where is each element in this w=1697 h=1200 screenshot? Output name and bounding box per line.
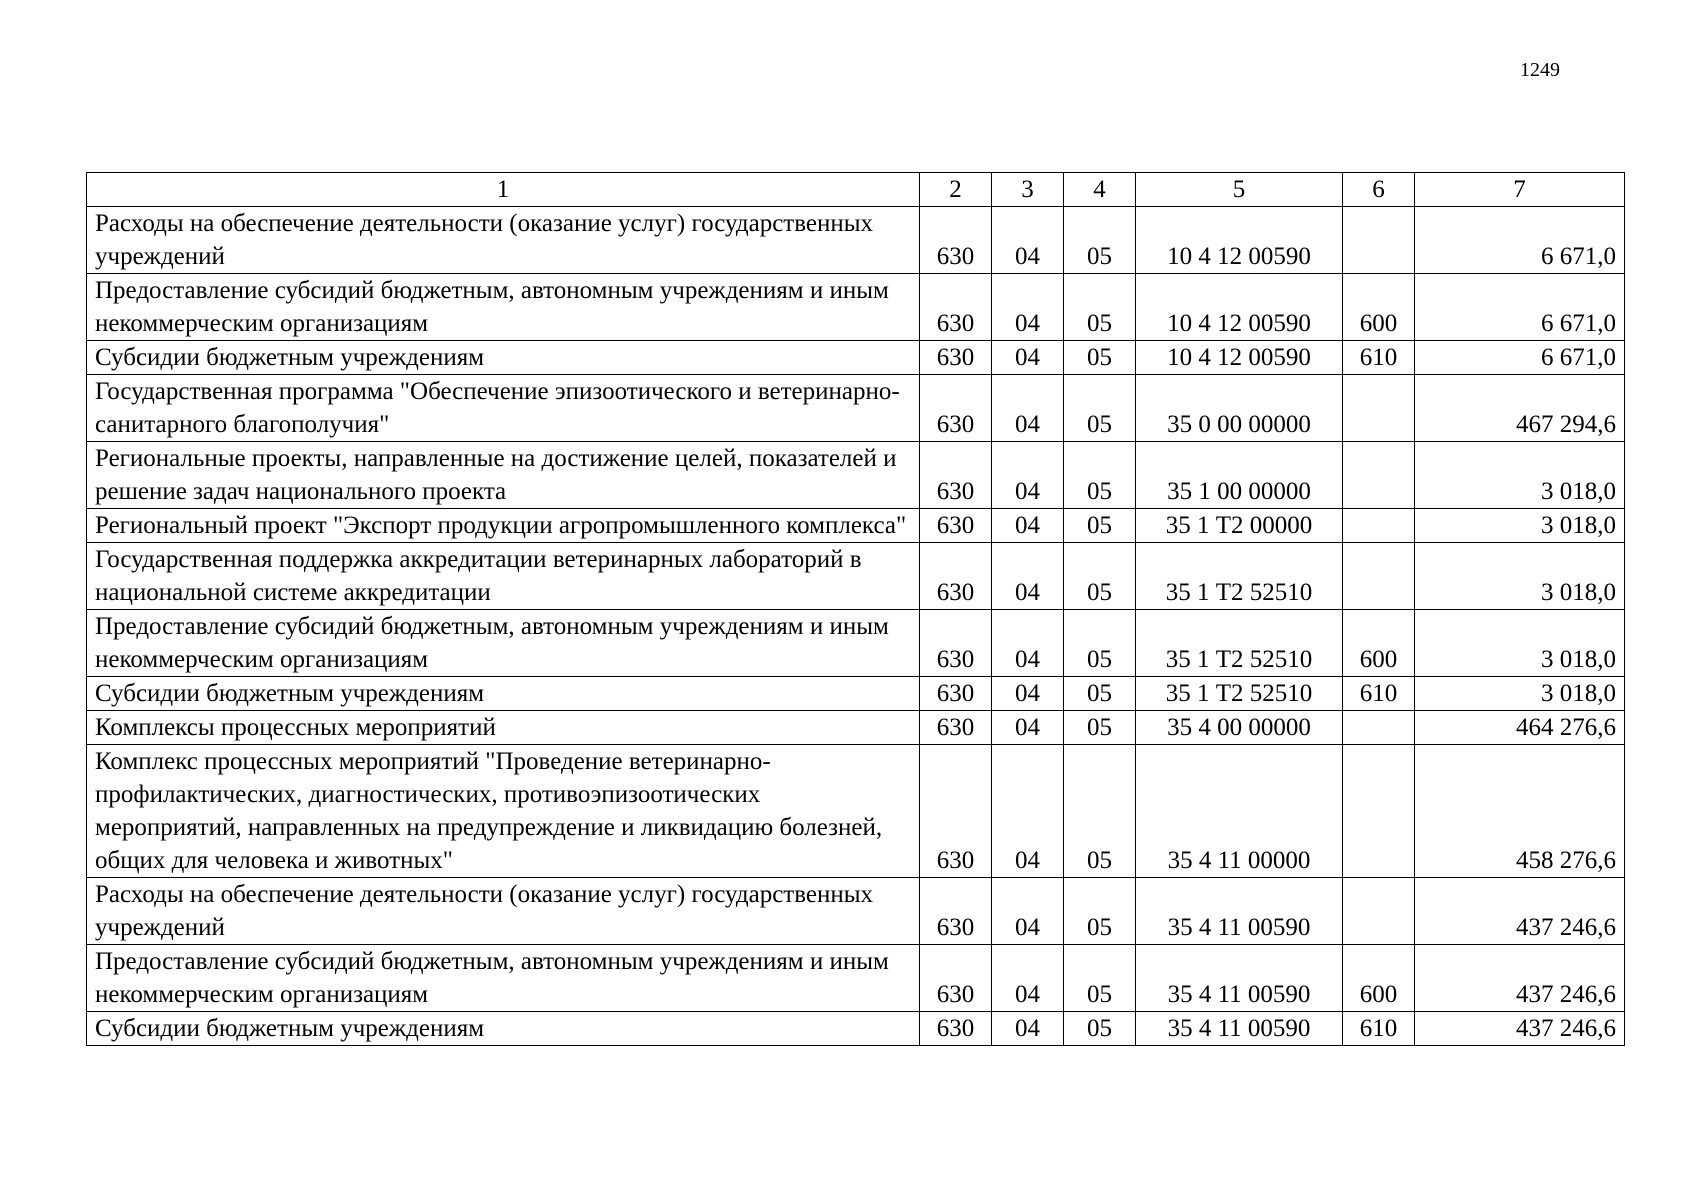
- column-header: 2: [920, 173, 992, 207]
- table-row: [87, 945, 1625, 1012]
- column-header: 5: [1136, 173, 1343, 207]
- expense-type-code: 610: [1343, 1012, 1415, 1046]
- section-code: 04: [992, 610, 1064, 677]
- subsection-code: 05: [1064, 207, 1136, 274]
- page-number: 1249: [1520, 59, 1560, 81]
- item-name: Государственная поддержка аккредитации ветеринарных лабораторий в национальной системе аккредитации: [87, 543, 920, 610]
- amount: 464 276,6: [1415, 711, 1625, 745]
- expense-type-code: 600: [1343, 945, 1415, 1012]
- item-name: Комплекс процессных мероприятий "Проведение ветеринарно-профилактических, диагностических, противоэпизоотических мероприятий, направленных на предупреждение и ликвидацию болезней, общих для человека и животных": [87, 745, 920, 878]
- target-item-code: 35 1 Т2 52510: [1136, 677, 1343, 711]
- item-name: Расходы на обеспечение деятельности (оказание услуг) государственных учреждений: [87, 878, 920, 945]
- amount: 437 246,6: [1415, 1012, 1625, 1046]
- budget-table: [86, 172, 1625, 1046]
- ministry-code: 630: [920, 745, 992, 878]
- item-name: Комплексы процессных мероприятий: [87, 711, 920, 745]
- table-row: [87, 745, 1625, 878]
- ministry-code: 630: [920, 442, 992, 509]
- target-item-code: 10 4 12 00590: [1136, 207, 1343, 274]
- ministry-code: 630: [920, 711, 992, 745]
- ministry-code: 630: [920, 677, 992, 711]
- amount: 3 018,0: [1415, 677, 1625, 711]
- amount: 458 276,6: [1415, 745, 1625, 878]
- expense-type-code: 600: [1343, 274, 1415, 341]
- item-name: Субсидии бюджетным учреждениям: [87, 1012, 920, 1046]
- subsection-code: 05: [1064, 375, 1136, 442]
- table-header-row: [87, 173, 1625, 207]
- section-code: 04: [992, 442, 1064, 509]
- amount: 6 671,0: [1415, 341, 1625, 375]
- column-header: 1: [87, 173, 920, 207]
- item-name: Субсидии бюджетным учреждениям: [87, 341, 920, 375]
- ministry-code: 630: [920, 945, 992, 1012]
- ministry-code: 630: [920, 509, 992, 543]
- subsection-code: 05: [1064, 274, 1136, 341]
- amount: 3 018,0: [1415, 509, 1625, 543]
- amount: 3 018,0: [1415, 442, 1625, 509]
- table-row: [87, 442, 1625, 509]
- target-item-code: 35 4 11 00590: [1136, 878, 1343, 945]
- amount: 3 018,0: [1415, 610, 1625, 677]
- table-row: [87, 509, 1625, 543]
- target-item-code: 10 4 12 00590: [1136, 341, 1343, 375]
- ministry-code: 630: [920, 375, 992, 442]
- section-code: 04: [992, 341, 1064, 375]
- item-name: Региональные проекты, направленные на достижение целей, показателей и решение задач национального проекта: [87, 442, 920, 509]
- item-name: Региональный проект "Экспорт продукции агропромышленного комплекса": [87, 509, 920, 543]
- target-item-code: 35 4 11 00590: [1136, 945, 1343, 1012]
- section-code: 04: [992, 711, 1064, 745]
- column-header: 3: [992, 173, 1064, 207]
- expense-type-code: 610: [1343, 341, 1415, 375]
- table-row: [87, 375, 1625, 442]
- amount: 6 671,0: [1415, 274, 1625, 341]
- item-name: Субсидии бюджетным учреждениям: [87, 677, 920, 711]
- item-name: Государственная программа "Обеспечение эпизоотического и ветеринарно-санитарного благополучия": [87, 375, 920, 442]
- subsection-code: 05: [1064, 442, 1136, 509]
- table-row: [87, 677, 1625, 711]
- target-item-code: 35 1 00 00000: [1136, 442, 1343, 509]
- section-code: 04: [992, 543, 1064, 610]
- amount: 437 246,6: [1415, 945, 1625, 1012]
- table-body: [87, 207, 1625, 1046]
- expense-type-code: [1343, 375, 1415, 442]
- section-code: 04: [992, 274, 1064, 341]
- table-row: [87, 207, 1625, 274]
- section-code: 04: [992, 509, 1064, 543]
- target-item-code: 35 1 Т2 52510: [1136, 610, 1343, 677]
- target-item-code: 35 0 00 00000: [1136, 375, 1343, 442]
- target-item-code: 35 1 Т2 00000: [1136, 509, 1343, 543]
- amount: 467 294,6: [1415, 375, 1625, 442]
- item-name: Предоставление субсидий бюджетным, автономным учреждениям и иным некоммерческим организациям: [87, 274, 920, 341]
- table-row: [87, 274, 1625, 341]
- item-name: Предоставление субсидий бюджетным, автономным учреждениям и иным некоммерческим организациям: [87, 945, 920, 1012]
- section-code: 04: [992, 375, 1064, 442]
- section-code: 04: [992, 1012, 1064, 1046]
- expense-type-code: [1343, 745, 1415, 878]
- subsection-code: 05: [1064, 677, 1136, 711]
- expense-type-code: 600: [1343, 610, 1415, 677]
- column-header: 7: [1415, 173, 1625, 207]
- ministry-code: 630: [920, 1012, 992, 1046]
- subsection-code: 05: [1064, 745, 1136, 878]
- section-code: 04: [992, 878, 1064, 945]
- table-row: [87, 341, 1625, 375]
- expense-type-code: [1343, 543, 1415, 610]
- ministry-code: 630: [920, 341, 992, 375]
- table-row: [87, 1012, 1625, 1046]
- item-name: Расходы на обеспечение деятельности (оказание услуг) государственных учреждений: [87, 207, 920, 274]
- amount: 437 246,6: [1415, 878, 1625, 945]
- subsection-code: 05: [1064, 878, 1136, 945]
- column-header: 6: [1343, 173, 1415, 207]
- section-code: 04: [992, 677, 1064, 711]
- subsection-code: 05: [1064, 945, 1136, 1012]
- target-item-code: 35 4 11 00000: [1136, 745, 1343, 878]
- section-code: 04: [992, 745, 1064, 878]
- ministry-code: 630: [920, 543, 992, 610]
- section-code: 04: [992, 945, 1064, 1012]
- ministry-code: 630: [920, 274, 992, 341]
- table-row: [87, 610, 1625, 677]
- expense-type-code: [1343, 711, 1415, 745]
- expense-type-code: [1343, 442, 1415, 509]
- subsection-code: 05: [1064, 711, 1136, 745]
- subsection-code: 05: [1064, 341, 1136, 375]
- item-name: Предоставление субсидий бюджетным, автономным учреждениям и иным некоммерческим организациям: [87, 610, 920, 677]
- subsection-code: 05: [1064, 509, 1136, 543]
- ministry-code: 630: [920, 610, 992, 677]
- table-row: [87, 543, 1625, 610]
- expense-type-code: [1343, 878, 1415, 945]
- target-item-code: 35 4 11 00590: [1136, 1012, 1343, 1046]
- expense-type-code: [1343, 509, 1415, 543]
- amount: 6 671,0: [1415, 207, 1625, 274]
- target-item-code: 35 4 00 00000: [1136, 711, 1343, 745]
- ministry-code: 630: [920, 207, 992, 274]
- amount: 3 018,0: [1415, 543, 1625, 610]
- subsection-code: 05: [1064, 610, 1136, 677]
- expense-type-code: 610: [1343, 677, 1415, 711]
- table-row: [87, 878, 1625, 945]
- subsection-code: 05: [1064, 1012, 1136, 1046]
- section-code: 04: [992, 207, 1064, 274]
- ministry-code: 630: [920, 878, 992, 945]
- target-item-code: 35 1 Т2 52510: [1136, 543, 1343, 610]
- subsection-code: 05: [1064, 543, 1136, 610]
- expense-type-code: [1343, 207, 1415, 274]
- target-item-code: 10 4 12 00590: [1136, 274, 1343, 341]
- column-header: 4: [1064, 173, 1136, 207]
- table-row: [87, 711, 1625, 745]
